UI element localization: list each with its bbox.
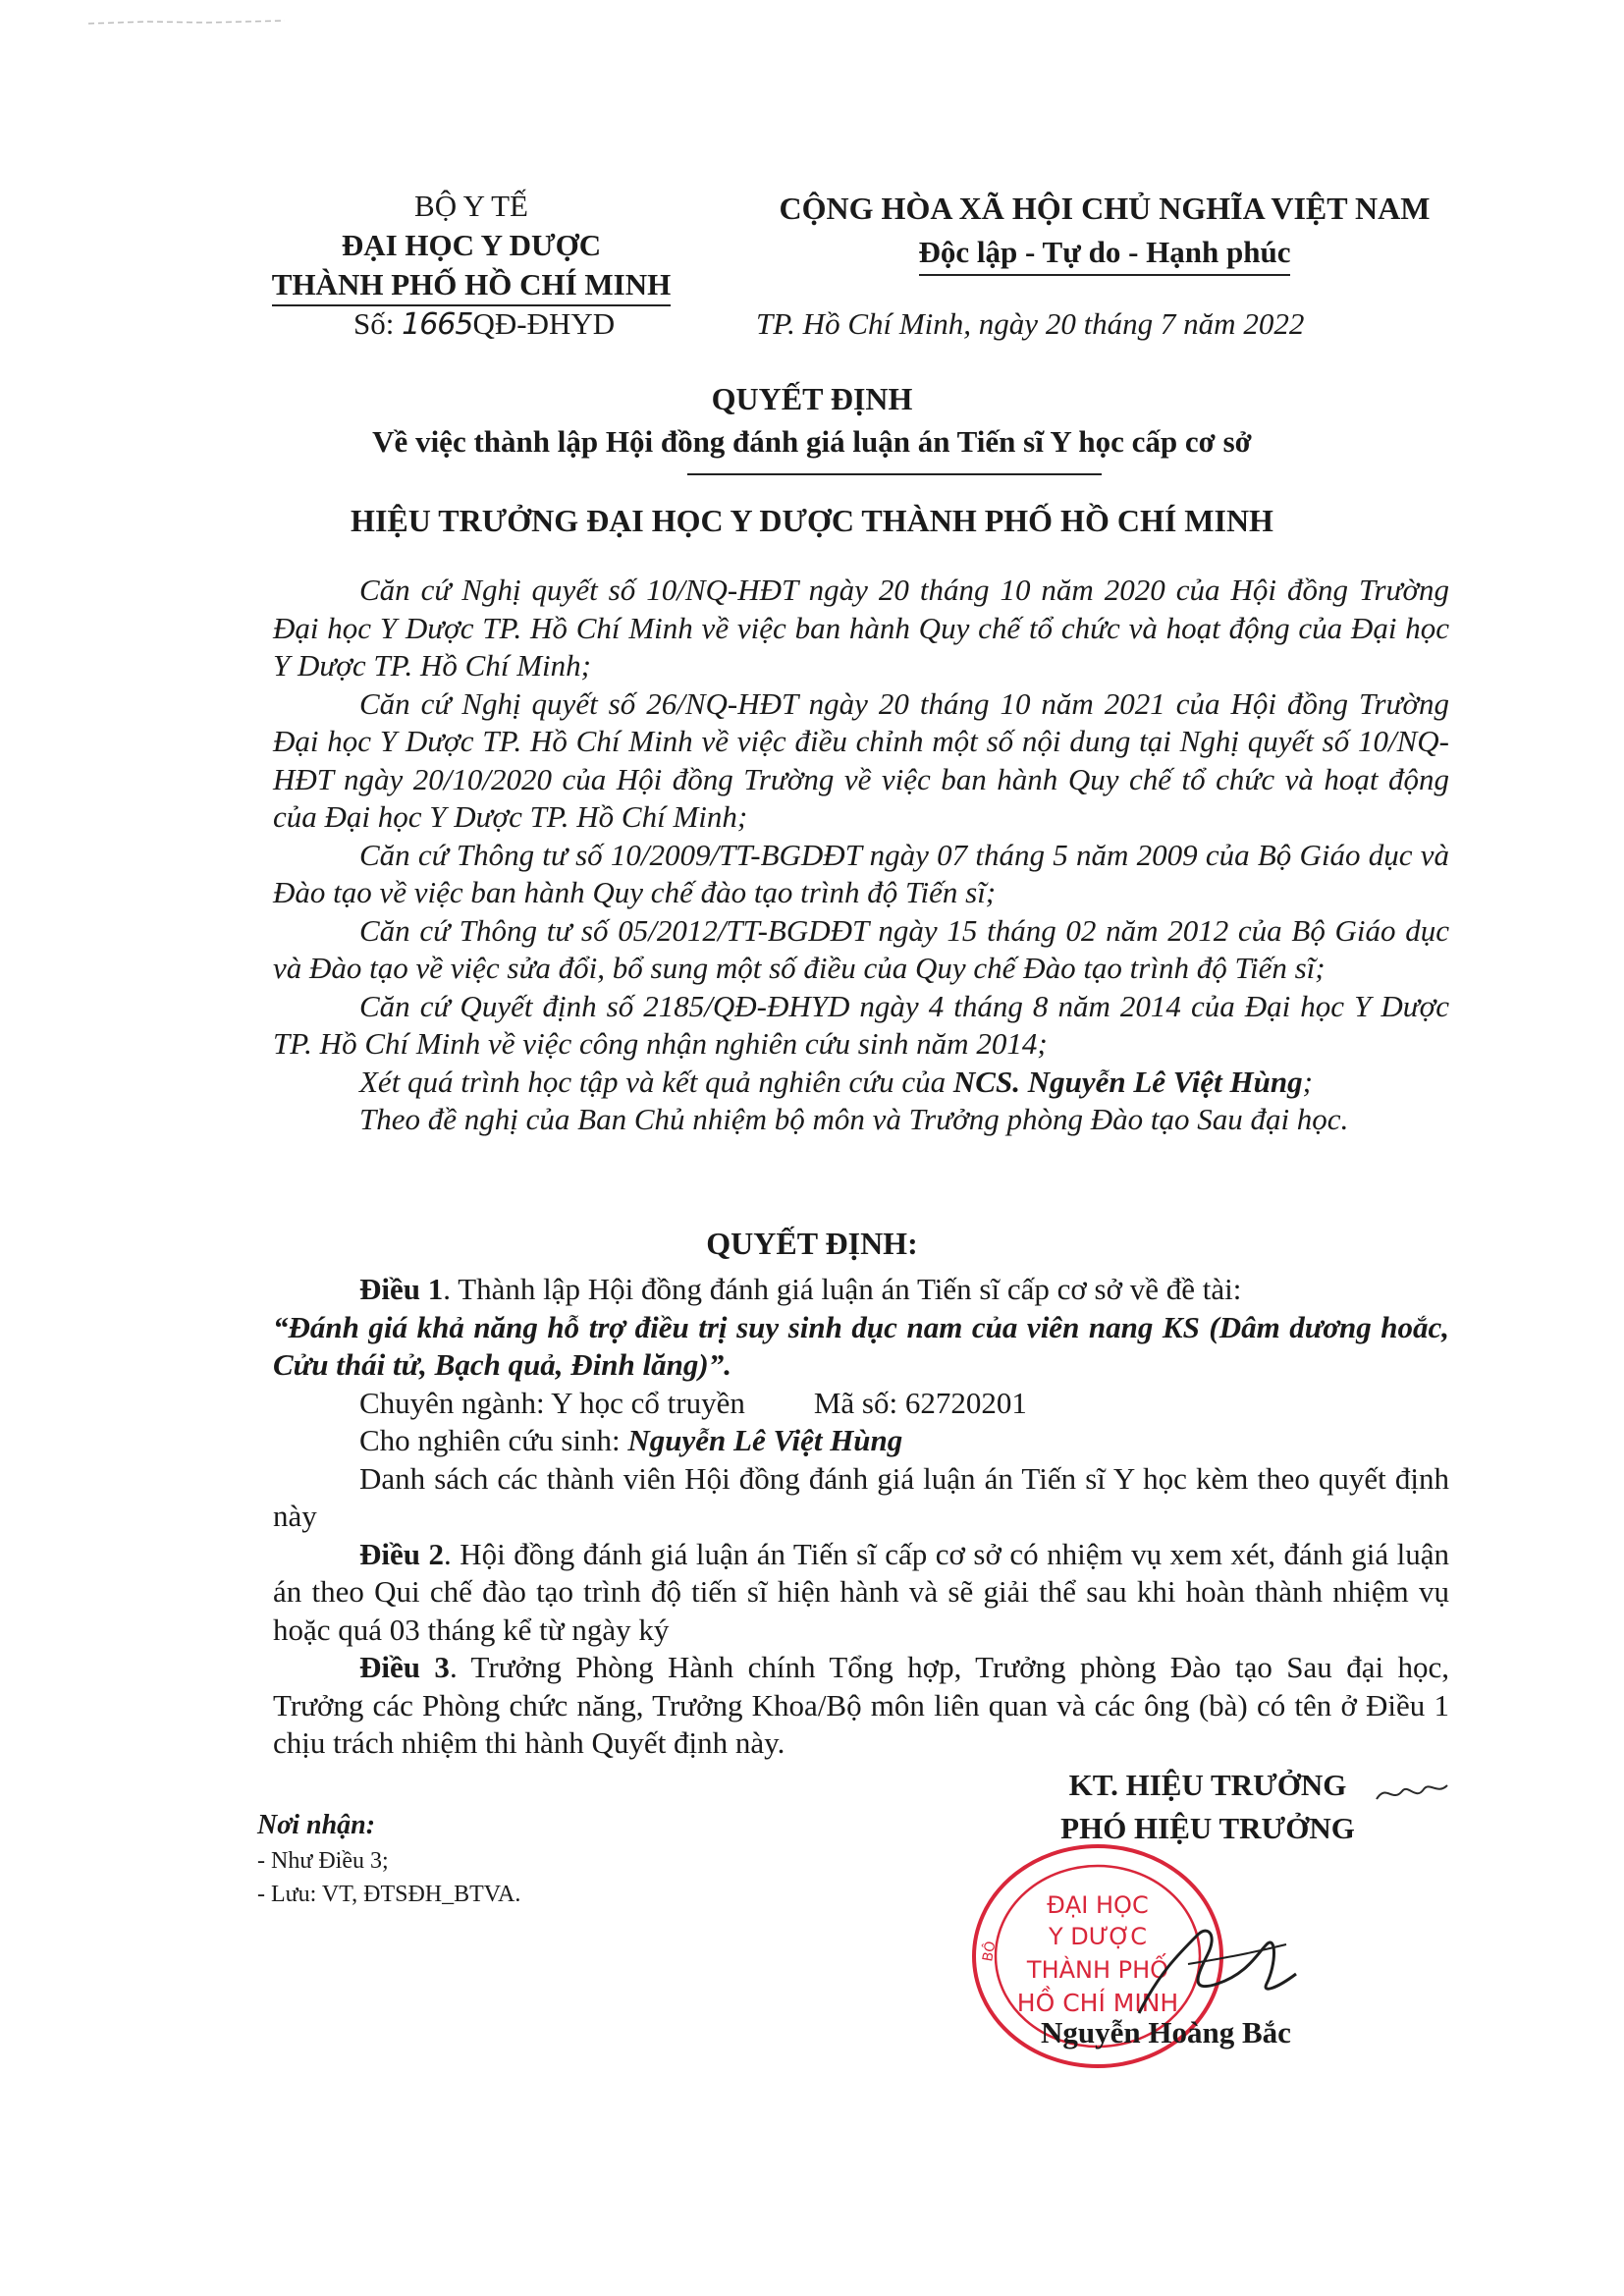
number-handwritten: 1665: [402, 307, 473, 342]
legal-bases: [273, 572, 1449, 1139]
decision-subject: Về việc thành lập Hội đồng đánh giá luận án Tiến sĩ Y học cấp cơ sở: [372, 424, 1252, 459]
national-motto: Độc lập - Tự do - Hạnh phúc: [919, 231, 1291, 276]
seal-line-4: HỒ CHÍ MINH: [1016, 1989, 1179, 2017]
document-number: [353, 306, 615, 342]
decides-heading: QUYẾT ĐỊNH:: [706, 1226, 918, 1261]
consideration-prefix: Xét quá trình học tập và kết quả nghiên cứu của: [359, 1064, 953, 1099]
thesis-topic: “Đánh giá khả năng hỗ trợ điều trị suy sinh dục nam của viên nang KS (Dâm dương hoắc, Cửu thái tử, Bạch quả, Đinh lăng)”.: [273, 1309, 1449, 1382]
date-prefix: TP. Hồ Chí Minh, ngày: [756, 306, 1046, 341]
basis-1: Căn cứ Nghị quyết số 10/NQ-HĐT ngày 20 tháng 10 năm 2020 của Hội đồng Trường Đại học Y Dược TP. Hồ Chí Minh về việc ban hành Quy chế tổ chức và hoạt động của Đại học Y Dược TP. Hồ Chí Minh;: [273, 573, 1449, 683]
article-3-label: Điều 3: [359, 1650, 450, 1684]
number-suffix: QĐ-ĐHYD: [472, 306, 616, 341]
date-day: 20: [1045, 306, 1076, 341]
ministry-name: BỘ Y TẾ: [414, 189, 528, 223]
decision-title: QUYẾT ĐỊNH: [711, 381, 913, 416]
article-1-label: Điều 1: [359, 1272, 444, 1306]
consideration: [273, 1064, 1449, 1102]
basis-4: Căn cứ Thông tư số 05/2012/TT-BGDĐT ngày 15 tháng 02 năm 2012 của Bộ Giáo dục và Đào tạo về việc sửa đổi, bổ sung một số điều của Quy chế Đào tạo trình độ Tiến sĩ;: [273, 912, 1449, 985]
initials-signature: [1373, 1774, 1451, 1813]
articles: [273, 1271, 1449, 1763]
scan-mark: [88, 18, 285, 27]
proposal: Theo đề nghị của Ban Chủ nhiệm bộ môn và Trưởng phòng Đào tạo Sau đại học.: [359, 1102, 1349, 1136]
national-header: [727, 187, 1483, 276]
issue-date: [756, 306, 1304, 342]
article-2-text: . Hội đồng đánh giá luận án Tiến sĩ cấp cơ sở có nhiệm vụ xem xét, đánh giá luận án theo Qui chế đào tạo trình độ tiến sĩ hiện hành và sẽ giải thể sau khi hoàn thành nhiệm vụ hoặc quá 03 tháng kể từ ngày ký: [273, 1536, 1450, 1647]
issuer-block: [245, 187, 697, 306]
consideration-suffix: ;: [1302, 1064, 1313, 1099]
seal-line-3: THÀNH PHỐ: [1026, 1956, 1169, 1984]
article-1: [273, 1271, 1449, 1309]
candidate-line: [273, 1422, 1449, 1460]
members-note: Danh sách các thành viên Hội đồng đánh giá luận án Tiến sĩ Y học kèm theo quyết định này: [273, 1460, 1449, 1533]
recipient-item: - Như Điều 3;: [257, 1848, 389, 1874]
title-divider: [687, 473, 1102, 475]
basis-5: Căn cứ Quyết định số 2185/QĐ-ĐHYD ngày 4 tháng 8 năm 2014 của Đại học Y Dược TP. Hồ Chí Minh về việc công nhận nghiên cứu sinh năm 2014;: [273, 988, 1449, 1061]
article-2: [273, 1536, 1449, 1650]
seal-line-2: Y DƯỢC: [1048, 1923, 1148, 1950]
university-name-line2: THÀNH PHỐ HỒ CHÍ MINH: [272, 265, 671, 306]
major-line: [273, 1385, 1449, 1423]
basis-3: Căn cứ Thông tư số 10/2009/TT-BGDĐT ngày 07 tháng 5 năm 2009 của Bộ Giáo dục và Đào tạo về việc ban hành Quy chế đào tạo trình độ Tiến sĩ;: [273, 837, 1449, 909]
signature-title-1: KT. HIỆU TRƯỞNG: [1068, 1768, 1347, 1802]
article-2-label: Điều 2: [359, 1536, 444, 1571]
country-name: CỘNG HÒA XÃ HỘI CHỦ NGHĨA VIỆT NAM: [779, 191, 1431, 226]
university-name-line1: ĐẠI HỌC Y DƯỢC: [341, 228, 602, 262]
number-prefix: Số:: [353, 306, 403, 341]
signature-title-2: PHÓ HIỆU TRƯỞNG: [1060, 1811, 1355, 1845]
recipients-block: [257, 1807, 748, 1911]
article-3-text: . Trưởng Phòng Hành chính Tổng hợp, Trưởng phòng Đào tạo Sau đại học, Trưởng các Phòng chức năng, Trưởng Khoa/Bộ môn liên quan và các ông (bà) có tên ở Điều 1 chịu trách nhiệm thi hành Quyết định này.: [273, 1650, 1450, 1760]
basis-2: Căn cứ Nghị quyết số 26/NQ-HĐT ngày 20 tháng 10 năm 2021 của Hội đồng Trường Đại học Y Dược TP. Hồ Chí Minh về việc điều chỉnh một số nội dung tại Nghị quyết số 10/NQ-HĐT ngày 20/10/2020 của Hội đồng Trường về việc ban hành Quy chế tổ chức và hoạt động của Đại học Y Dược TP. Hồ Chí Minh;: [273, 685, 1449, 834]
article-3: [273, 1649, 1449, 1763]
major-code: Mã số: 62720201: [813, 1385, 1027, 1420]
candidate-name: Nguyễn Lê Việt Hùng: [627, 1423, 903, 1457]
authority-title: HIỆU TRƯỞNG ĐẠI HỌC Y DƯỢC THÀNH PHỐ HỒ CHÍ MINH: [351, 503, 1273, 538]
candidate-name-bold: NCS. Nguyễn Lê Việt Hùng: [952, 1064, 1303, 1099]
article-1-text: . Thành lập Hội đồng đánh giá luận án Tiến sĩ cấp cơ sở về đề tài:: [443, 1272, 1242, 1306]
seal-line-1: ĐẠI HỌC: [1047, 1891, 1149, 1919]
candidate-prefix: Cho nghiên cứu sinh:: [359, 1423, 628, 1457]
seal-ring-text: BỘ: [980, 1940, 1000, 1963]
signer-name: Nguyễn Hoàng Bắc: [1041, 2015, 1291, 2050]
recipient-item: - Lưu: VT, ĐTSĐH_BTVA.: [257, 1882, 521, 1907]
recipients-heading: Nơi nhận:: [257, 1810, 376, 1840]
major: Chuyên ngành: Y học cổ truyền: [359, 1385, 745, 1420]
date-suffix: tháng 7 năm 2022: [1075, 306, 1305, 341]
